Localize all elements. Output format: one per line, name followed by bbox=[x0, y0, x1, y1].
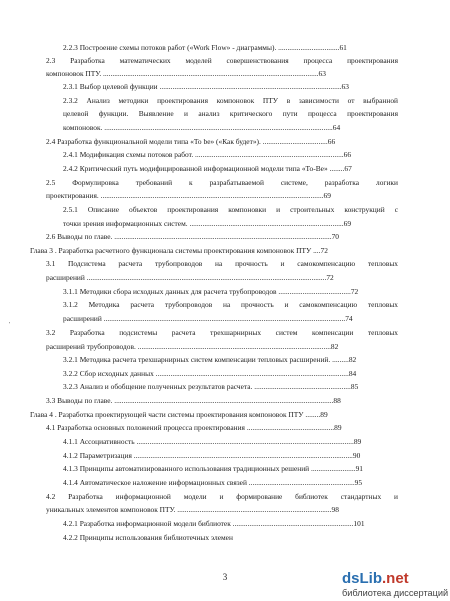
toc-line: 4.2.1 Разработка информационной модели библиотек .................................................................101 bbox=[63, 519, 365, 528]
toc-line: уникальных элементов компоновок ПТУ. ...................................................................................98 bbox=[46, 505, 339, 514]
toc-line: 2.4.2 Критический путь модифицированной информационной модели типа «To-Be» ........67 bbox=[63, 164, 352, 173]
toc-line: 2.5.1 Описание объектов проектирования компоновки и строительных конструкций с bbox=[63, 205, 398, 214]
toc-line: Глава 4 . Разработка проектирующей части системы проектирования компоновок ПТУ ........89 bbox=[30, 410, 328, 419]
toc-line: 4.1.4 Автоматическое наложение информационных связей .........................................................95 bbox=[63, 478, 363, 487]
toc-line: 3.1.1 Методики сбора исходных данных для расчета трубопроводов .......................................72 bbox=[63, 287, 359, 296]
toc-line: 3.2.3 Анализ и обобщение полученных результатов расчета. ....................................................85 bbox=[63, 382, 359, 391]
toc-line: 2.3.2 Анализ методики проектирования компоновок ПТУ в зависимости от выбранной bbox=[63, 96, 398, 105]
margin-mark: ' bbox=[9, 322, 11, 328]
toc-line: 4.1.3 Принципы автоматизированного использования традиционных решений ........................91 bbox=[63, 464, 363, 473]
toc-line: 2.5 Формулировка требований к разрабатываемой системе, разработка логики bbox=[46, 178, 398, 187]
toc-line: 2.4.1 Модификация схемы потоков работ. ................................................................................66 bbox=[63, 150, 352, 159]
toc-line: компоновок. ...........................................................................................................................64 bbox=[63, 123, 341, 132]
toc-line: 3.1 Подсистема расчета трубопроводов на прочность и самокомпенсацию тепловых bbox=[46, 259, 398, 268]
toc-line: Глава 3 . Разработка расчетного функционала системы проектирования компоновок ПТУ ....72 bbox=[30, 246, 328, 255]
toc-line: 4.1.2 Параметризация ......................................................................................................................90 bbox=[63, 451, 361, 460]
toc-line: проектирования. ........................................................................................................................69 bbox=[46, 191, 331, 200]
toc-line: компоновок ПТУ. ....................................................................................................................63 bbox=[46, 69, 326, 78]
dslib-watermark[interactable] bbox=[332, 568, 448, 600]
toc-line: 2.2.3 Построение схемы потоков работ («Work Flow» - диаграммы). .................................61 bbox=[63, 43, 347, 52]
toc-line: 4.2.2 Принципы использования библиотечных элемен bbox=[63, 533, 233, 542]
toc-line: 3.2.2 Сбор исходных данных ........................................................................................................84 bbox=[63, 369, 357, 378]
toc-line: 3.2 Разработка подсистемы расчета трехшарнирных систем компенсации тепловых bbox=[46, 328, 398, 337]
toc-line: 3.3 Выводы по главе. ......................................................................................................................88 bbox=[46, 396, 341, 405]
toc-line: 4.1 Разработка основных положений процесса проектирования ...............................................89 bbox=[46, 423, 342, 432]
toc-line: 4.2 Разработка информационной модели и формирование библиотек стандартных и bbox=[46, 492, 398, 501]
toc-line: 2.3.1 Выбор целевой функции ..................................................................................................63 bbox=[63, 82, 349, 91]
dslib-subtitle: библиотека диссертаций bbox=[342, 588, 449, 598]
toc-line: расширений трубопроводов. ........................................................................................................82 bbox=[46, 342, 339, 351]
dslib-logo: dsLib.net bbox=[342, 570, 409, 587]
toc-line: 3.2.1 Методика расчета трехшарнирных систем компенсации тепловых расширений. .........82 bbox=[63, 355, 357, 364]
toc-line: целевой функции. Выявление и анализ критического пути процесса проектирования bbox=[63, 109, 398, 118]
toc-line: 2.6 Выводы по главе. .....................................................................................................................70 bbox=[46, 232, 339, 241]
page-number: 3 bbox=[222, 572, 228, 582]
toc-line: расширений .................................................................................................................................72 bbox=[46, 273, 334, 282]
toc-line: 4.1.1 Ассоциативность .....................................................................................................................89 bbox=[63, 437, 362, 446]
toc-line: 2.3 Разработка математических моделей совершенствования процесса проектирования bbox=[46, 56, 398, 65]
toc-line: точки зрения информационных систем. ...................................................................................69 bbox=[63, 219, 352, 228]
toc-line: 3.1.2 Методика расчета трубопроводов на прочность и самокомпенсацию тепловых bbox=[63, 300, 398, 309]
toc-line: расширений ..................................................................................................................................74 bbox=[63, 314, 353, 323]
toc-line: 2.4 Разработка функциональной модели типа «To be» («Как будет»). ...................................66 bbox=[46, 137, 336, 146]
